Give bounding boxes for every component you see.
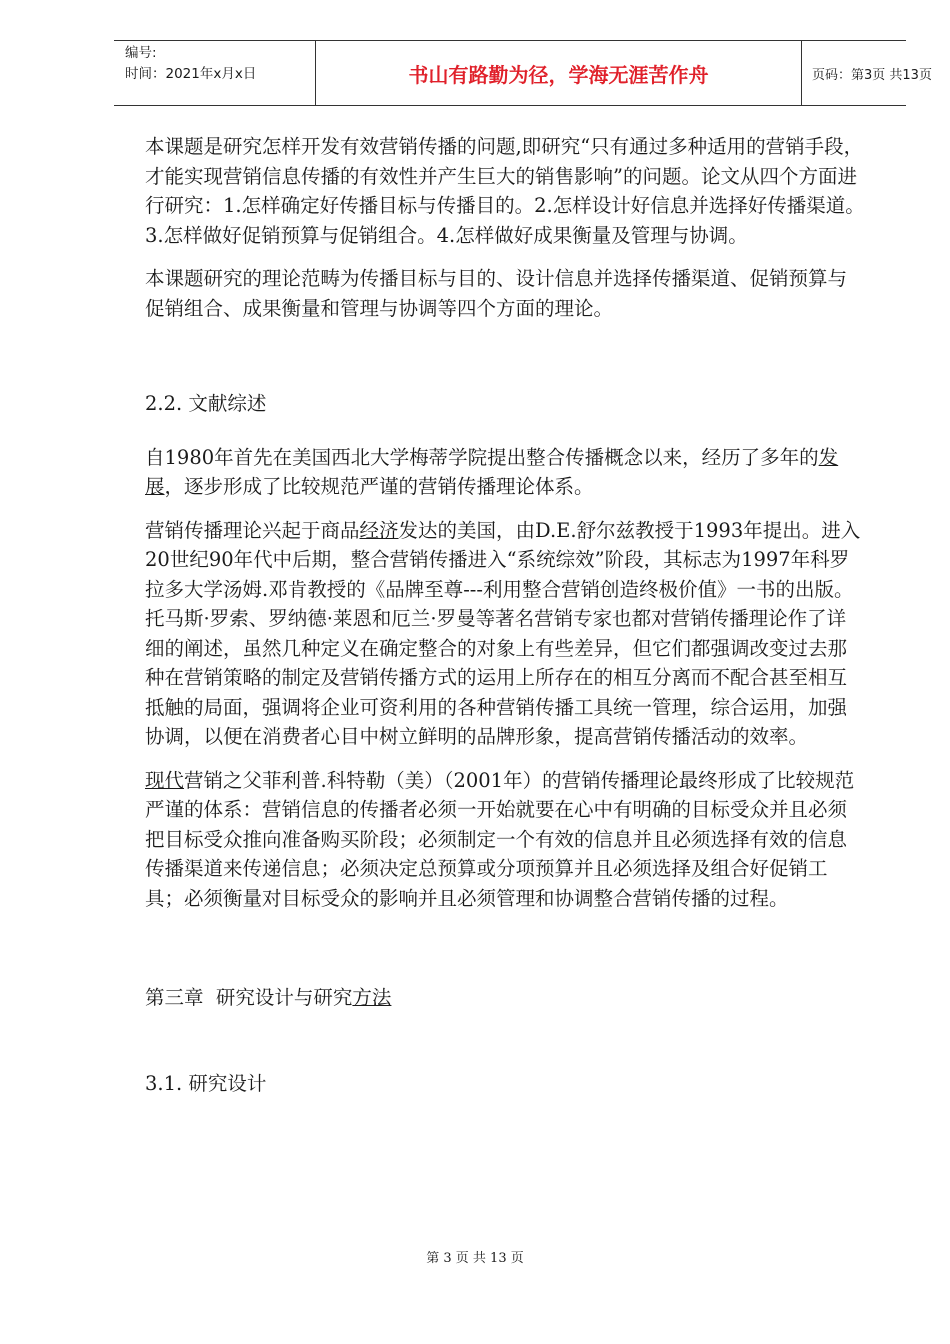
paragraph-5 — [145, 766, 865, 914]
link-method[interactable]: 方法 — [352, 986, 392, 1009]
time-label: 时间：2021年x月x日 — [125, 66, 257, 82]
p5-text-b: 营销之父菲利普.科特勒（美）（2001年）的营销传播理论最终形成了比较规范严谨的体系：营销信息的传播者必须一开始就要在心中有明确的目标受众并且必须把目标受众推向准备购买阶段；必须制定一个有效的信息并且必须选择有效的信息传播渠道来传递信息；必须决定总预算或分项预算并且必须选择及组合好促销工具；必须衡量对目标受众的影响并且必须管理和协调整合营销传播的过程。 — [145, 768, 855, 910]
chapter-3-heading — [145, 983, 865, 1013]
header-motto-cell — [316, 41, 802, 105]
paragraph-2: 本课题研究的理论范畴为传播目标与目的、设计信息并选择传播渠道、促销预算与促销组合、成果衡量和管理与协调等四个方面的理论。 — [145, 267, 848, 320]
p3-text-b: ，逐步形成了比较规范严谨的营销传播理论体系。 — [164, 475, 594, 498]
code-label: 编号: — [125, 45, 157, 61]
paragraph-4 — [145, 516, 865, 752]
header-motto: 书山有路勤为径，学海无涯苦作舟 — [408, 62, 709, 87]
link-modern[interactable]: 现代 — [145, 768, 185, 792]
section-3-1-heading: 3.1. 研究设计 — [145, 1071, 267, 1095]
p3-text-a: 自1980年首先在美国西北大学梅蒂学院提出整合传播概念以来，经历了多年的 — [145, 445, 819, 469]
paragraph-3 — [145, 443, 865, 502]
page-footer: 第 3 页 共 13 页 — [426, 1251, 524, 1266]
section-2-2-heading: 2.2. 文献综述 — [145, 392, 267, 415]
page-header — [114, 40, 932, 106]
paragraph-1: 本课题是研究怎样开发有效营销传播的问题,即研究“只有通过多种适用的营销手段，才能实现营销信息传播的有效性并产生巨大的销售影响”的问题。论文从四个方面进行研究：1.怎样确定好传播目标与传播目的。2.怎样设计好信息并选择好传播渠道。3.怎样做好促销预算与促销组合。4.怎样做好成果衡量及管理与协调。 — [145, 135, 865, 247]
link-economy[interactable]: 经济 — [359, 518, 399, 542]
chapter-3-text: 第三章 研究设计与研究 — [145, 986, 353, 1009]
link-development[interactable]: 发展 — [145, 445, 839, 498]
header-page-info: 页码：第3页 共13页 — [812, 67, 932, 83]
document-body — [145, 132, 865, 1098]
p4-text-a: 营销传播理论兴起于商品 — [145, 518, 360, 542]
header-meta — [114, 41, 316, 105]
p4-text-b: 发达的美国，由D.E.舒尔兹教授于1993年提出。进入20世纪90年代中后期，整合营销传播进入“系统综效”阶段，其标志为1997年科罗拉多大学汤姆.邓肯教授的《品牌至尊---利用整合营销创造终极价值》一书的出版。托马斯·罗索、罗纳德·莱恩和厄兰·罗曼等著名营销专家也都对营销传播理论作了详细的阐述，虽然几种定义在确定整合的对象上有些差异，但它们都强调改变过去那种在营销策略的制定及营销传播方式的运用上所存在的相互分离而不配合甚至相互抵触的局面，强调将企业可资利用的各种营销传播工具统一管理，综合运用，加强协调，以便在消费者心目中树立鲜明的品牌形象，提高营销传播活动的效率。 — [145, 518, 861, 748]
